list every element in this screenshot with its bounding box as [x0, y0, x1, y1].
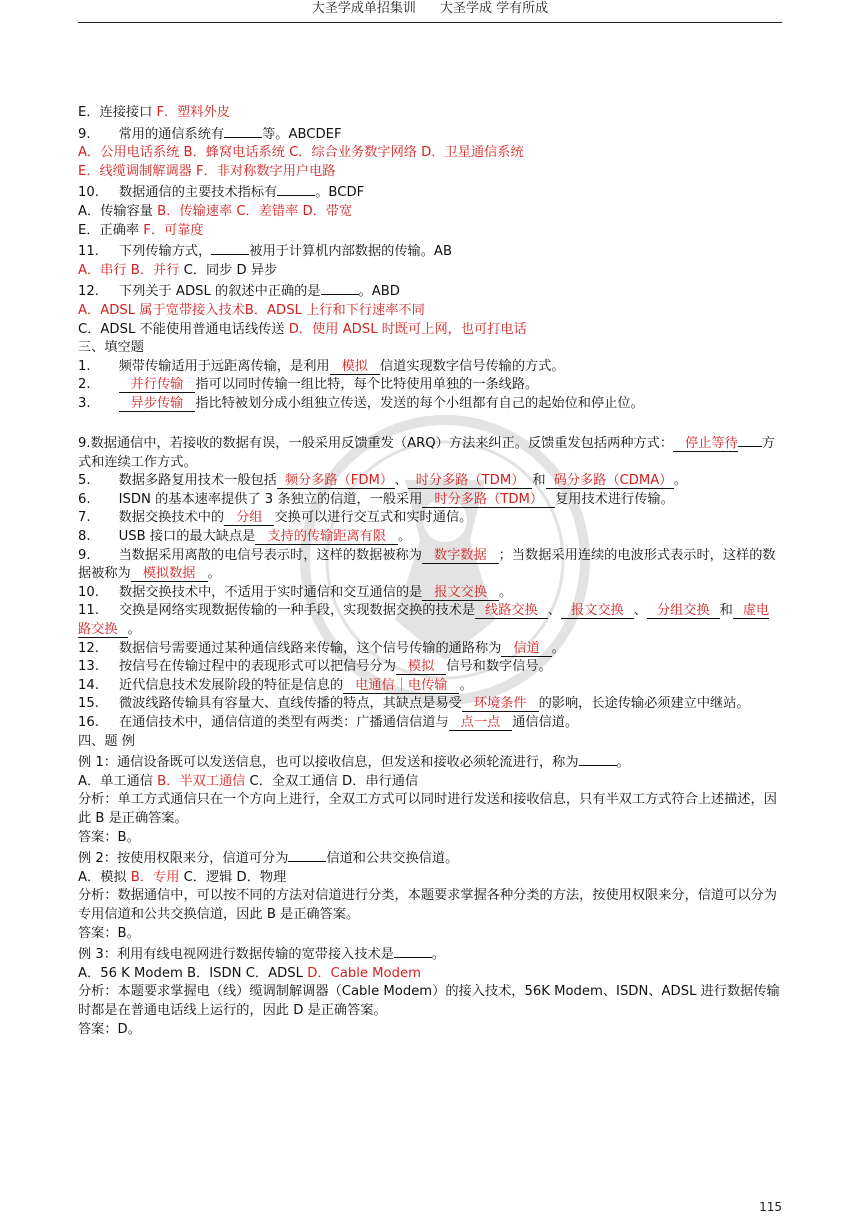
item-number: 7.	[78, 510, 91, 526]
section-heading-examples: 四、题 例	[78, 733, 135, 749]
example-3-analysis: 分析：本题要求掌握电（线）缆调制解调器（Cable Modem）的接入技术，56K Modem、ISDN、ADSL 进行数据传输时都是在普通电话线上运行的，因此 D 是正确答案。	[78, 984, 780, 1018]
answer: 报文交换	[422, 585, 499, 601]
document-body	[78, 104, 782, 1039]
example-2-analysis: 分析：数据通信中，可以按不同的方法对信道进行分类，本题要求掌握各种分类的方法，按使用权限来分，信道可以分为专用信道和公共交换信道，因此 B 是正确答案。	[78, 888, 777, 922]
header-left: 大圣学成单招集训	[311, 1, 416, 16]
example-text: 例 3：利用有线电视网进行数据传输的宽带接入技术是	[78, 947, 394, 963]
option-d-answer: D．Cable Modem	[307, 965, 421, 981]
item-number: 5.	[78, 473, 91, 489]
item-text: 数据信号需要通过某种通信线路来传输，这个信号传输的通路称为	[118, 640, 502, 656]
question-text-end: 等。ABCDEF	[262, 126, 342, 142]
answer: 电通信｜电传输	[343, 678, 459, 694]
option-f-answer: F．塑料外皮	[156, 105, 230, 120]
question-number: 10.	[78, 185, 99, 201]
option-b-answer: B．半双工通信	[157, 773, 246, 789]
item-text-end: 。	[551, 640, 565, 656]
item-text: 数据多路复用技术一般包括	[118, 473, 277, 489]
example-text-end: 。	[431, 947, 446, 963]
example-2-options	[78, 869, 782, 888]
answer: 频分多路（FDM）	[277, 473, 395, 489]
answer: 环境条件	[462, 696, 539, 712]
fill-11	[78, 602, 782, 639]
fill-14	[78, 677, 782, 696]
answer-blank	[277, 181, 315, 196]
item-text-mid: ；当数据采用连续的电波形式表示时，这样的数据被称为	[78, 547, 776, 582]
answer-blank	[224, 123, 262, 138]
item-number: 6.	[78, 491, 91, 507]
item-text: 当数据采用离散的电信号表示时，这样的数据被称为	[118, 547, 422, 563]
conjunction: 和	[719, 603, 733, 619]
answer: 异步传输	[119, 396, 196, 412]
option-f-answer: F．可靠度	[143, 222, 204, 238]
item-text: 按信号在传输过程中的表现形式可以把信号分为	[118, 659, 396, 675]
item-text: 交换是网络实现数据传输的一种手段，实现数据交换的技术是	[118, 603, 476, 619]
question-text-end: 。ABD	[358, 284, 400, 300]
option-a: A．单工通信	[78, 773, 158, 789]
answer: 模拟数据	[131, 566, 208, 582]
section-heading-fill-in: 三、填空题	[78, 340, 144, 356]
item-text: 频带传输适用于远距离传输，是利用	[118, 358, 330, 374]
item-text-end: 。	[207, 566, 221, 582]
item-text: 指比特被划分成小组独立传送，发送的每个小组都有自己的起始位和停止位。	[195, 395, 644, 411]
item-number: 3.	[78, 395, 91, 411]
item-text-end: 交换可以进行交互式和实时通信。	[274, 510, 473, 526]
item-number: 8.	[78, 529, 91, 545]
answer: 模拟	[396, 659, 446, 675]
options-ab-answer: A．串行 B．并行	[78, 262, 184, 278]
example-2-answer: 答案：B。	[78, 925, 140, 941]
example-text: 例 1：通信设备既可以发送信息，也可以接收信息，但发送和接收必须轮流进行，称为	[78, 755, 579, 771]
page-header	[78, 0, 782, 23]
question-number: 12.	[78, 284, 99, 300]
options-bcd-answer: B．传输速率 C．差错率 D．带宽	[157, 203, 353, 219]
fill-1	[78, 358, 782, 377]
fill-8	[78, 528, 782, 547]
item-number: 11.	[78, 603, 99, 619]
fill-9b	[78, 547, 782, 584]
option-a: A．模拟	[78, 869, 131, 885]
option-e: E．连接接口	[78, 105, 157, 120]
answer-blank	[211, 240, 249, 255]
question-10	[78, 181, 782, 203]
fill-16	[78, 714, 782, 733]
q8-options-ef	[78, 104, 782, 123]
fill-7	[78, 509, 782, 528]
q9-options-2: E．线缆调制解调器 F．非对称数字用户电路	[78, 163, 336, 179]
option-d-answer: D．使用 ADSL 时既可上网，也可打电话	[288, 321, 527, 337]
item-number: 9.	[78, 547, 91, 563]
item-text: ISDN 的基本速率提供了 3 条独立的信道，一般采用	[118, 491, 423, 507]
separator: 、	[547, 603, 561, 619]
answer: 线路交换	[475, 603, 548, 619]
item-text: 近代信息技术发展阶段的特征是信息的	[118, 677, 344, 693]
item-text: 在通信技术中，通信信道的类型有两类：广播通信信道与	[118, 715, 449, 730]
options-cd: C．逻辑 D．物理	[183, 869, 287, 885]
item-text-end: 。	[459, 677, 473, 693]
item-number: 12.	[78, 640, 99, 656]
fill-6	[78, 491, 782, 510]
answer: 虚电路交换	[78, 603, 770, 638]
example-3-question	[78, 943, 782, 965]
question-12	[78, 280, 782, 302]
example-text-end: 。	[616, 755, 630, 771]
question-text: 常用的通信系统有	[118, 126, 225, 142]
answer-blank	[288, 847, 326, 862]
question-text-end: 被用于计算机内部数据的传输。AB	[249, 244, 452, 260]
item-number: 16.	[78, 715, 99, 730]
fill-10	[78, 584, 782, 603]
item-text: 9.数据通信中，若接收的数据有误，一般采用反馈重发（ARQ）方法来纠正。反馈重发包括两种方式：	[78, 436, 674, 452]
item-text: 微波线路传输具有容量大、直线传播的特点，其缺点是易受	[118, 696, 462, 712]
example-text: 例 2：按使用权限来分，信道可分为	[78, 851, 289, 867]
item-text-end: 信号和数字信号。	[446, 659, 552, 675]
answer: 分组	[224, 510, 274, 526]
item-number: 2.	[78, 377, 91, 393]
item-text: USB 接口的最大缺点是	[118, 529, 256, 545]
question-text: 下列关于 ADSL 的叙述中正确的是	[118, 284, 321, 300]
header-right: 大圣学成 学有所成	[440, 1, 549, 16]
item-number: 15.	[78, 696, 99, 712]
conjunction: 和	[532, 473, 546, 489]
answer: 支持的传输距离有限	[255, 529, 398, 545]
example-3-answer: 答案：D。	[78, 1021, 141, 1037]
option-a: A．传输容量	[78, 203, 158, 219]
answer: 时分多路（TDM）	[422, 492, 555, 508]
option-e: E．正确率	[78, 222, 144, 238]
item-number: 1.	[78, 358, 91, 374]
fill-5: 5. 数据多路复用技术一般包括 频分多路（FDM） 、 时分多路（TDM） 和 码分多路（CDMA） 。	[78, 473, 688, 489]
q10-options-2	[78, 222, 782, 241]
item-text-end: 。	[499, 584, 513, 600]
separator: 、	[633, 603, 647, 619]
fill-15	[78, 695, 782, 714]
item-number: 13.	[78, 659, 99, 675]
answer-blank	[738, 432, 762, 447]
item-text-end: 。	[127, 622, 141, 638]
question-text: 数据通信的主要技术指标有	[118, 185, 278, 201]
answer: 码分多路（CDMA）	[546, 473, 674, 489]
example-3-options	[78, 965, 782, 984]
item-text-end: 方式和连续工作方式。	[78, 436, 775, 470]
item-text-end: 通信信道。	[512, 715, 579, 730]
option-c: C．ADSL 不能使用普通电话线传送	[78, 321, 289, 337]
answer-blank	[321, 280, 359, 295]
options-cd: C．全双工通信 D．串行通信	[245, 773, 419, 789]
question-text-end: 。BCDF	[315, 185, 365, 201]
example-1-options	[78, 773, 782, 792]
answer-blank	[579, 751, 617, 766]
answer: 报文交换	[561, 603, 634, 619]
question-number: 9.	[78, 126, 91, 142]
item-number: 10.	[78, 584, 99, 600]
item-text: 指可以同时传输一组比特，每个比特使用单独的一条线路。	[195, 377, 539, 393]
fill-13	[78, 658, 782, 677]
answer: 停止等待	[673, 436, 738, 452]
item-text-end: 的影响，长途传输必须建立中继站。	[538, 696, 750, 712]
answer-blank	[394, 943, 432, 958]
q12-options-1: A．ADSL 属于宽带接入技术B．ADSL 上行和下行速率不同	[78, 302, 425, 318]
fill-12	[78, 640, 782, 659]
answer: 模拟	[330, 359, 380, 375]
question-text: 下列传输方式，	[118, 244, 212, 260]
item-text: 数据交换技术中，不适用于实时通信和交互通信的是	[118, 584, 423, 600]
options-cd: C．同步 D 异步	[183, 262, 278, 278]
example-2-question	[78, 847, 782, 869]
item-text-end: 。	[673, 473, 688, 489]
item-number: 14.	[78, 677, 99, 693]
answer: 点一点	[449, 715, 513, 731]
item-text-end: 复用技术进行传输。	[555, 491, 674, 507]
option-b-answer: B．专用	[130, 869, 184, 885]
page-number: 115	[759, 1200, 782, 1214]
answer: 信道	[501, 641, 551, 657]
example-1-question	[78, 751, 782, 773]
example-text-end: 信道和公共交换信道。	[326, 851, 459, 867]
q9-options-1: A．公用电话系统 B．蜂窝电话系统 C．综合业务数字网络 D．卫星通信系统	[78, 145, 524, 161]
example-1-answer: 答案：B。	[78, 829, 140, 845]
fill-9a	[78, 432, 782, 472]
answer: 并行传输	[119, 377, 196, 393]
question-11	[78, 240, 782, 262]
item-text-end: 。	[398, 529, 412, 545]
answer: 数字数据	[422, 548, 499, 564]
q11-options	[78, 262, 782, 281]
q10-options-1	[78, 203, 782, 222]
answer: 时分多路（TDM）	[408, 473, 533, 489]
options-abc: A．56 K Modem B．ISDN C．ADSL	[78, 965, 308, 981]
item-text-end: 信道实现数字信号传输的方式。	[379, 358, 565, 374]
answer: 分组交换	[647, 603, 720, 619]
fill-2	[78, 376, 782, 395]
item-text: 数据交换技术中的	[118, 510, 225, 526]
q12-options-2	[78, 321, 782, 340]
question-number: 11.	[78, 244, 99, 260]
question-9	[78, 123, 782, 145]
fill-3	[78, 395, 782, 414]
example-1-analysis: 分析：单工方式通信只在一个方向上进行，全双工方式可以同时进行发送和接收信息，只有半双工方式符合上述描述，因此 B 是正确答案。	[78, 792, 777, 826]
